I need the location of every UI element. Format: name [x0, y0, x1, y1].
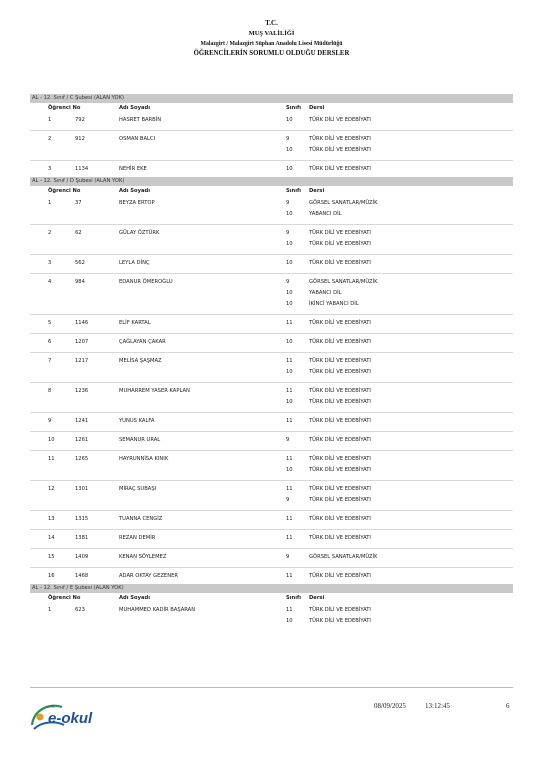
table-row — [30, 165, 513, 176]
table-row — [30, 515, 513, 526]
row-index: 15 — [48, 554, 55, 560]
course-grade: 10 — [286, 399, 293, 405]
course-grade: 10 — [286, 260, 293, 266]
course-name: TÜRK DİLİ VE EDEBİYATI — [309, 573, 371, 579]
table-row — [30, 387, 513, 409]
course-name: TÜRK DİLİ VE EDEBİYATI — [309, 607, 371, 613]
table-row — [30, 116, 513, 127]
row-divider — [30, 412, 513, 413]
e-okul-logo — [28, 695, 108, 735]
table-row — [30, 357, 513, 379]
course-grade: 11 — [286, 535, 293, 541]
course-grade: 10 — [286, 211, 293, 217]
column-header-row — [30, 103, 513, 113]
student-number: 623 — [75, 607, 85, 613]
student-number: 1146 — [75, 320, 89, 326]
course-grade: 10 — [286, 166, 293, 172]
student-name: EDANUR ÖMEROĞLU — [119, 279, 173, 285]
student-name: BEYZA ERTOP — [119, 200, 155, 206]
footer-date: 08/09/2025 — [374, 702, 406, 710]
course-line — [30, 368, 513, 379]
row-index: 5 — [48, 320, 52, 326]
student-number: 1468 — [75, 573, 89, 579]
course-line — [30, 485, 513, 496]
table-row — [30, 455, 513, 477]
row-divider — [30, 160, 513, 161]
header-governorship: MUŞ VALİLİĞİ — [248, 30, 295, 37]
course-name: GÖRSEL SANATLAR/MÜZİK — [309, 279, 378, 285]
row-index: 1 — [48, 200, 52, 206]
row-divider — [30, 431, 513, 432]
student-number: 562 — [75, 260, 85, 266]
course-name: TÜRK DİLİ VE EDEBİYATI — [309, 166, 371, 172]
course-name: GÖRSEL SANATLAR/MÜZİK — [309, 200, 378, 206]
course-name: TÜRK DİLİ VE EDEBİYATI — [309, 516, 371, 522]
student-name: ELİF KARTAL — [119, 320, 151, 326]
student-number: 1301 — [75, 486, 89, 492]
student-name: REZAN DEMİR — [119, 535, 156, 541]
row-index: 2 — [48, 230, 52, 236]
section-header: AL - 12. Sınıf / C Şubesi (ALAN YOK) — [30, 94, 513, 103]
table-row — [30, 417, 513, 428]
student-number: 1265 — [75, 456, 89, 462]
course-name: YABANCI DİL — [309, 290, 342, 296]
course-grade: 10 — [286, 301, 293, 307]
course-grade: 10 — [286, 467, 293, 473]
table-row — [30, 606, 513, 628]
row-divider — [30, 382, 513, 383]
row-index: 6 — [48, 339, 52, 345]
course-name: TÜRK DİLİ VE EDEBİYATI — [309, 535, 371, 541]
course-name: TÜRK DİLİ VE EDEBİYATI — [309, 369, 371, 375]
row-index: 1 — [48, 607, 52, 613]
col-student-no: Öğrenci No — [48, 188, 81, 194]
student-name: SEMANUR URAL — [119, 437, 161, 443]
col-student-no: Öğrenci No — [48, 105, 81, 111]
course-line — [30, 240, 513, 251]
row-index: 12 — [48, 486, 55, 492]
course-line — [30, 398, 513, 409]
course-name: TÜRK DİLİ VE EDEBİYATI — [309, 437, 371, 443]
col-name: Adı Soyadı — [119, 188, 150, 194]
footer-divider — [30, 687, 513, 688]
row-divider — [30, 529, 513, 530]
course-grade: 11 — [286, 358, 293, 364]
student-name: HAYRUNNİSA KINIK — [119, 456, 169, 462]
course-name: TÜRK DİLİ VE EDEBİYATI — [309, 339, 371, 345]
course-name: TÜRK DİLİ VE EDEBİYATI — [309, 418, 371, 424]
course-name: TÜRK DİLİ VE EDEBİYATI — [309, 136, 371, 142]
col-grade: Sınıfı — [286, 188, 302, 194]
course-grade: 10 — [286, 241, 293, 247]
course-grade: 10 — [286, 290, 293, 296]
student-name: YUNUS KALFA — [119, 418, 155, 424]
course-name: TÜRK DİLİ VE EDEBİYATI — [309, 260, 371, 266]
col-grade: Sınıfı — [286, 595, 302, 601]
row-divider — [30, 254, 513, 255]
row-index: 16 — [48, 573, 55, 579]
course-line — [30, 210, 513, 221]
course-grade: 11 — [286, 456, 293, 462]
course-grade: 9 — [286, 230, 290, 236]
course-grade: 9 — [286, 279, 290, 285]
course-name: TÜRK DİLİ VE EDEBİYATI — [309, 497, 371, 503]
course-line — [30, 165, 513, 176]
course-grade: 9 — [286, 437, 290, 443]
course-grade: 11 — [286, 607, 293, 613]
row-index: 3 — [48, 260, 52, 266]
footer-time: 13:12:45 — [425, 702, 450, 710]
header-tc: T.C. — [265, 19, 278, 27]
course-grade: 10 — [286, 147, 293, 153]
student-number: 1261 — [75, 437, 89, 443]
table-row — [30, 436, 513, 447]
row-index: 14 — [48, 535, 55, 541]
course-name: TÜRK DİLİ VE EDEBİYATI — [309, 399, 371, 405]
row-index: 10 — [48, 437, 55, 443]
row-divider — [30, 567, 513, 568]
col-course: Dersi — [309, 188, 325, 194]
course-name: TÜRK DİLİ VE EDEBİYATI — [309, 320, 371, 326]
student-number: 1236 — [75, 388, 89, 394]
course-line — [30, 417, 513, 428]
course-line — [30, 572, 513, 583]
course-grade: 9 — [286, 136, 290, 142]
course-name: TÜRK DİLİ VE EDEBİYATI — [309, 618, 371, 624]
row-divider — [30, 333, 513, 334]
course-name: TÜRK DİLİ VE EDEBİYATI — [309, 358, 371, 364]
student-name: MİRAÇ SUBAŞI — [119, 486, 157, 492]
row-divider — [30, 548, 513, 549]
course-line — [30, 496, 513, 507]
student-number: 984 — [75, 279, 85, 285]
section-header: AL - 12. Sınıf / E Şubesi (ALAN YOK) — [30, 584, 513, 593]
student-name: TUANNA CENGİZ — [119, 516, 163, 522]
footer-page-number: 6 — [506, 702, 510, 710]
student-name: LEYLA DİNÇ — [119, 260, 150, 266]
col-student-no: Öğrenci No — [48, 595, 81, 601]
student-name: NEHİR EKE — [119, 166, 147, 172]
course-line — [30, 357, 513, 368]
row-index: 13 — [48, 516, 55, 522]
course-grade: 10 — [286, 339, 293, 345]
row-index: 1 — [48, 117, 52, 123]
course-line — [30, 319, 513, 330]
course-line — [30, 146, 513, 157]
course-name: İKİNCİ YABANCI DİL — [309, 301, 359, 307]
course-line — [30, 553, 513, 564]
row-divider — [30, 130, 513, 131]
row-divider — [30, 450, 513, 451]
course-grade: 11 — [286, 388, 293, 394]
student-name: MUHARREM YASER KAPLAN — [119, 388, 190, 394]
course-name: TÜRK DİLİ VE EDEBİYATI — [309, 147, 371, 153]
page-title: ÖĞRENCİLERİN SORUMLU OLDUĞU DERSLER — [193, 50, 350, 57]
row-divider — [30, 224, 513, 225]
course-grade: 10 — [286, 117, 293, 123]
student-number: 1409 — [75, 554, 89, 560]
table-row — [30, 572, 513, 583]
col-grade: Sınıfı — [286, 105, 302, 111]
table-row — [30, 278, 513, 311]
table-row — [30, 485, 513, 507]
course-line — [30, 387, 513, 398]
student-number: 37 — [75, 200, 82, 206]
row-divider — [30, 510, 513, 511]
course-name: GÖRSEL SANATLAR/MÜZİK — [309, 554, 378, 560]
student-number: 792 — [75, 117, 85, 123]
student-name: HASRET BARBİN — [119, 117, 162, 123]
course-line — [30, 116, 513, 127]
student-name: ADAR OKTAY GEZENER — [119, 573, 178, 579]
course-line — [30, 259, 513, 270]
course-line — [30, 338, 513, 349]
row-index: 3 — [48, 166, 52, 172]
course-grade: 9 — [286, 554, 290, 560]
row-divider — [30, 352, 513, 353]
course-grade: 9 — [286, 200, 290, 206]
course-line — [30, 278, 513, 289]
col-course: Dersi — [309, 105, 325, 111]
student-name: OSMAN BALCI — [119, 136, 156, 142]
student-name: ÇAĞLAYAN ÇAKAR — [119, 339, 166, 345]
table-row — [30, 319, 513, 330]
column-header-row — [30, 186, 513, 196]
row-divider — [30, 480, 513, 481]
course-name: TÜRK DİLİ VE EDEBİYATI — [309, 117, 371, 123]
student-name: MELİSA ŞAŞMAZ — [119, 358, 162, 364]
student-name: KENAN SÖYLEMEZ — [119, 554, 167, 560]
course-line — [30, 534, 513, 545]
student-number: 62 — [75, 230, 82, 236]
e-okul-wordmark: e-okul — [48, 710, 93, 727]
e-okul-logo-icon — [28, 695, 108, 735]
student-name: GÜLAY ÖZTÜRK — [119, 230, 160, 236]
student-number: 1207 — [75, 339, 89, 345]
course-name: TÜRK DİLİ VE EDEBİYATI — [309, 241, 371, 247]
student-number: 1217 — [75, 358, 89, 364]
course-grade: 10 — [286, 618, 293, 624]
row-index: 7 — [48, 358, 52, 364]
student-number: 1134 — [75, 166, 89, 172]
course-name: TÜRK DİLİ VE EDEBİYATI — [309, 486, 371, 492]
header-school: Malazgirt / Malazgirt Süphan Anadolu Lisesi Müdürlüğü — [200, 41, 343, 47]
table-row — [30, 553, 513, 564]
table-row — [30, 534, 513, 545]
course-line — [30, 199, 513, 210]
table-row — [30, 199, 513, 221]
meb-label: MEB — [46, 704, 55, 709]
row-divider — [30, 314, 513, 315]
student-number: 1381 — [75, 535, 89, 541]
course-grade: 9 — [286, 497, 290, 503]
col-name: Adı Soyadı — [119, 595, 150, 601]
row-index: 8 — [48, 388, 52, 394]
course-grade: 11 — [286, 486, 293, 492]
col-name: Adı Soyadı — [119, 105, 150, 111]
course-line — [30, 289, 513, 300]
course-grade: 10 — [286, 369, 293, 375]
course-line — [30, 466, 513, 477]
course-line — [30, 515, 513, 526]
course-line — [30, 455, 513, 466]
course-line — [30, 436, 513, 447]
student-number: 1315 — [75, 516, 89, 522]
row-index: 4 — [48, 279, 52, 285]
course-name: YABANCI DİL — [309, 211, 342, 217]
course-name: TÜRK DİLİ VE EDEBİYATI — [309, 467, 371, 473]
row-index: 11 — [48, 456, 55, 462]
course-name: TÜRK DİLİ VE EDEBİYATI — [309, 388, 371, 394]
table-row — [30, 338, 513, 349]
row-index: 2 — [48, 136, 52, 142]
course-grade: 11 — [286, 418, 293, 424]
student-number: 1241 — [75, 418, 89, 424]
course-line — [30, 135, 513, 146]
table-row — [30, 135, 513, 157]
row-index: 9 — [48, 418, 52, 424]
row-divider — [30, 273, 513, 274]
table-row — [30, 259, 513, 270]
course-line — [30, 300, 513, 311]
course-grade: 11 — [286, 573, 293, 579]
section-header: AL - 12. Sınıf / D Şubesi (ALAN YOK) — [30, 177, 513, 186]
student-number: 912 — [75, 136, 85, 142]
col-course: Dersi — [309, 595, 325, 601]
table-row — [30, 229, 513, 251]
course-name: TÜRK DİLİ VE EDEBİYATI — [309, 230, 371, 236]
course-grade: 11 — [286, 516, 293, 522]
course-line — [30, 229, 513, 240]
course-name: TÜRK DİLİ VE EDEBİYATI — [309, 456, 371, 462]
course-line — [30, 606, 513, 617]
course-grade: 11 — [286, 320, 293, 326]
student-name: MUHAMMED KADİR BAŞARAN — [119, 607, 196, 613]
course-line — [30, 617, 513, 628]
column-header-row — [30, 593, 513, 603]
